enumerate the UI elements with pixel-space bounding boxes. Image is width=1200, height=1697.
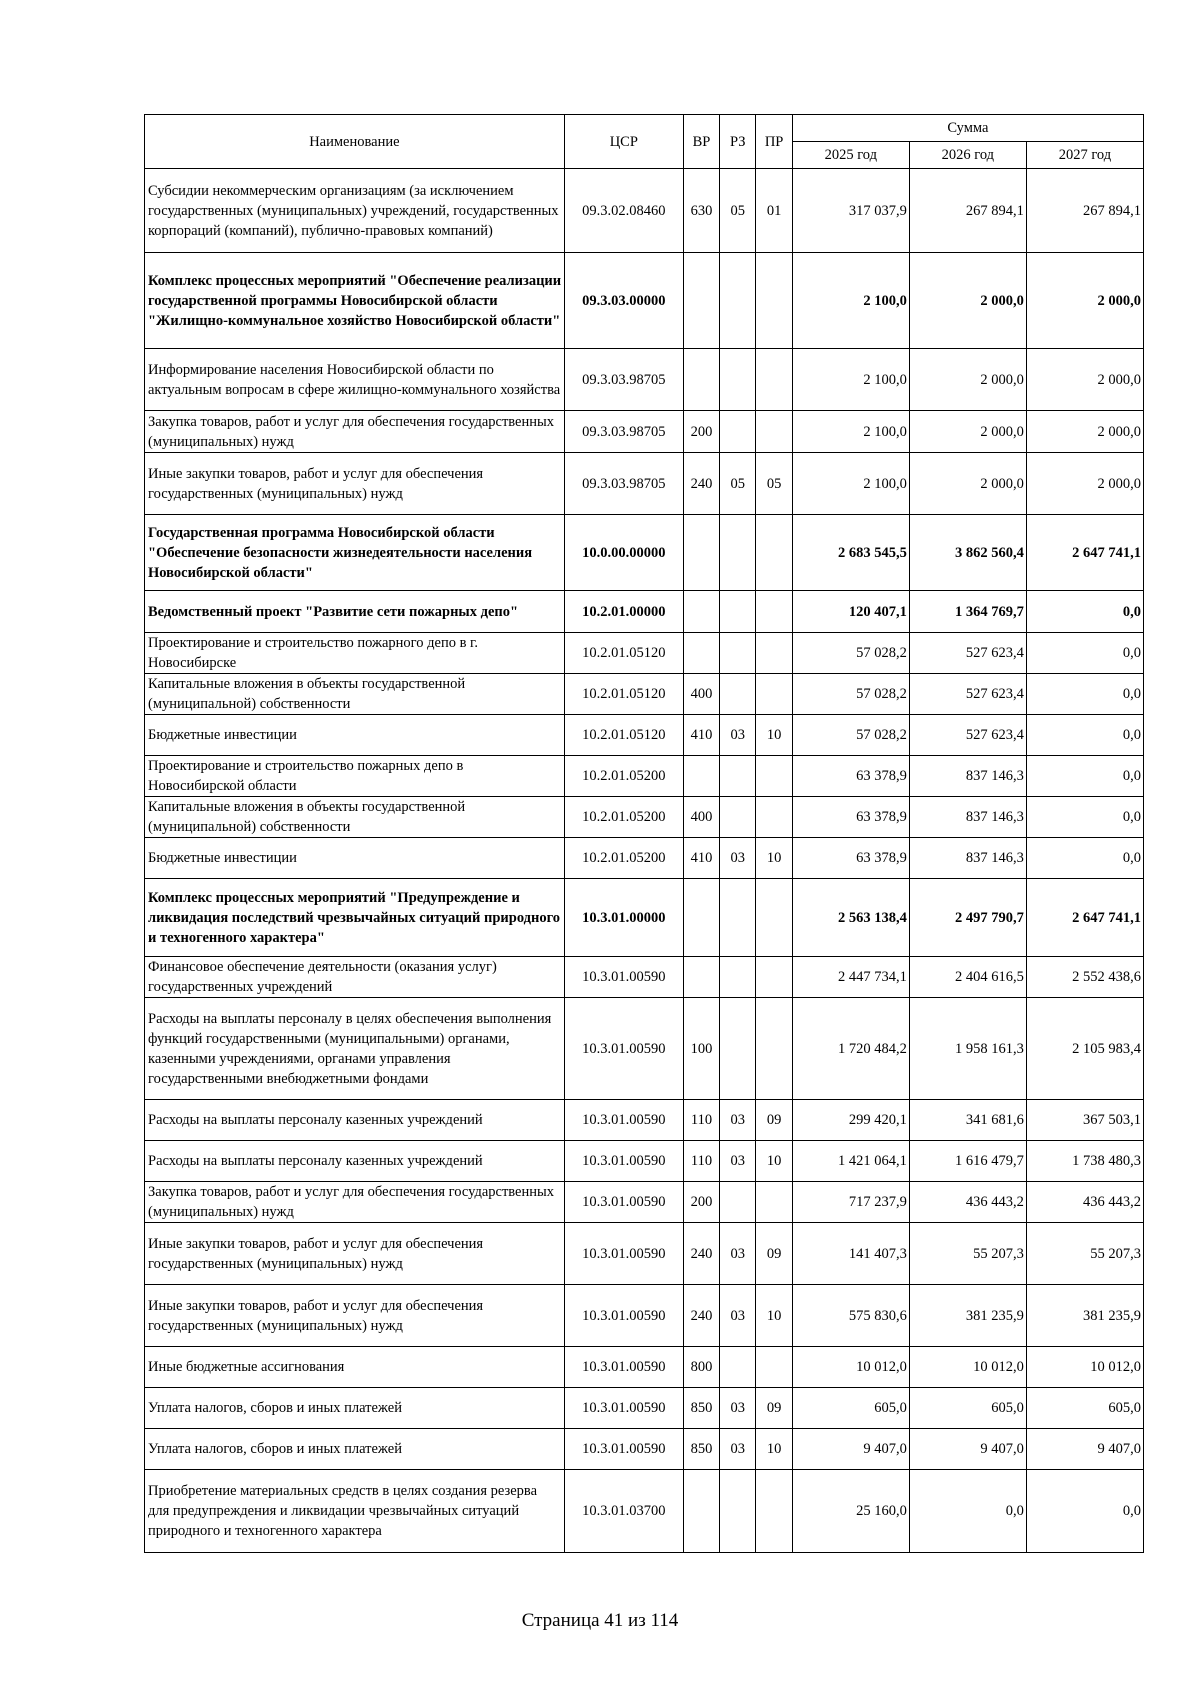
cell-2026: 2 404 616,5	[909, 957, 1026, 998]
cell-2025: 1 720 484,2	[792, 998, 909, 1100]
cell-vr	[683, 591, 719, 633]
cell-rz	[720, 411, 756, 453]
cell-pr	[756, 1182, 792, 1223]
cell-rz	[720, 756, 756, 797]
cell-csr: 10.3.01.00000	[564, 879, 683, 957]
cell-2025: 141 407,3	[792, 1223, 909, 1285]
cell-rz	[720, 349, 756, 411]
cell-name: Государственная программа Новосибирской области "Обеспечение безопасности жизнедеятельности населения Новосибирской области"	[145, 515, 565, 591]
cell-pr: 10	[756, 1429, 792, 1470]
cell-rz: 03	[720, 1141, 756, 1182]
cell-2027: 0,0	[1026, 1470, 1143, 1553]
cell-2025: 2 563 138,4	[792, 879, 909, 957]
cell-2025: 2 100,0	[792, 411, 909, 453]
table-row	[145, 1100, 1144, 1141]
budget-table	[144, 114, 1144, 1553]
cell-2025: 575 830,6	[792, 1285, 909, 1347]
cell-2026: 1 364 769,7	[909, 591, 1026, 633]
cell-csr: 09.3.03.98705	[564, 349, 683, 411]
cell-2026: 2 000,0	[909, 253, 1026, 349]
table-row	[145, 1347, 1144, 1388]
cell-csr: 10.2.01.05120	[564, 674, 683, 715]
header-year-2025: 2025 год	[792, 142, 909, 169]
cell-vr: 240	[683, 1285, 719, 1347]
cell-2025: 63 378,9	[792, 797, 909, 838]
cell-2027: 0,0	[1026, 633, 1143, 674]
table-row	[145, 957, 1144, 998]
cell-rz: 05	[720, 453, 756, 515]
cell-csr: 09.3.03.98705	[564, 411, 683, 453]
table-row	[145, 591, 1144, 633]
cell-pr: 09	[756, 1100, 792, 1141]
table-row	[145, 1182, 1144, 1223]
cell-2026: 2 497 790,7	[909, 879, 1026, 957]
cell-pr	[756, 756, 792, 797]
cell-2025: 120 407,1	[792, 591, 909, 633]
cell-2026: 267 894,1	[909, 169, 1026, 253]
cell-pr	[756, 998, 792, 1100]
cell-2027: 2 647 741,1	[1026, 515, 1143, 591]
cell-2025: 317 037,9	[792, 169, 909, 253]
cell-rz: 03	[720, 1285, 756, 1347]
cell-pr: 10	[756, 1285, 792, 1347]
table-row	[145, 515, 1144, 591]
cell-name: Расходы на выплаты персоналу в целях обеспечения выполнения функций государственными (муниципальными) органами, казенными учреждениями, органами управления государственными внебюджетными фондами	[145, 998, 565, 1100]
cell-name: Приобретение материальных средств в целях создания резерва для предупреждения и ликвидации чрезвычайных ситуаций природного и техногенного характера	[145, 1470, 565, 1553]
cell-vr: 240	[683, 1223, 719, 1285]
cell-vr	[683, 349, 719, 411]
table-row	[145, 453, 1144, 515]
cell-vr: 200	[683, 411, 719, 453]
cell-pr: 10	[756, 1141, 792, 1182]
table-row	[145, 879, 1144, 957]
table-row	[145, 411, 1144, 453]
cell-rz	[720, 1470, 756, 1553]
cell-2026: 9 407,0	[909, 1429, 1026, 1470]
cell-csr: 10.2.01.05120	[564, 633, 683, 674]
cell-vr: 400	[683, 797, 719, 838]
table-row	[145, 1388, 1144, 1429]
table-body	[145, 169, 1144, 1553]
cell-rz: 03	[720, 1429, 756, 1470]
table-row	[145, 169, 1144, 253]
cell-2026: 527 623,4	[909, 633, 1026, 674]
cell-2027: 0,0	[1026, 756, 1143, 797]
cell-csr: 10.0.00.00000	[564, 515, 683, 591]
cell-2027: 605,0	[1026, 1388, 1143, 1429]
cell-vr: 410	[683, 838, 719, 879]
cell-name: Комплекс процессных мероприятий "Обеспечение реализации государственной программы Новосибирской области "Жилищно-коммунальное хозяйство Новосибирской области"	[145, 253, 565, 349]
cell-rz: 03	[720, 838, 756, 879]
cell-name: Комплекс процессных мероприятий "Предупреждение и ликвидация последствий чрезвычайных ситуаций природного и техногенного характера"	[145, 879, 565, 957]
cell-pr	[756, 797, 792, 838]
cell-2027: 0,0	[1026, 674, 1143, 715]
cell-name: Уплата налогов, сборов и иных платежей	[145, 1429, 565, 1470]
cell-2027: 2 105 983,4	[1026, 998, 1143, 1100]
cell-rz	[720, 633, 756, 674]
cell-rz: 03	[720, 715, 756, 756]
cell-csr: 10.3.01.00590	[564, 1100, 683, 1141]
table-row	[145, 1141, 1144, 1182]
cell-vr: 100	[683, 998, 719, 1100]
cell-rz: 03	[720, 1388, 756, 1429]
cell-2027: 2 647 741,1	[1026, 879, 1143, 957]
cell-rz	[720, 515, 756, 591]
cell-name: Капитальные вложения в объекты государственной (муниципальной) собственности	[145, 797, 565, 838]
cell-vr: 400	[683, 674, 719, 715]
cell-csr: 10.3.01.00590	[564, 1285, 683, 1347]
cell-vr: 850	[683, 1429, 719, 1470]
cell-vr	[683, 879, 719, 957]
cell-name: Иные закупки товаров, работ и услуг для обеспечения государственных (муниципальных) нужд	[145, 1223, 565, 1285]
table-row	[145, 633, 1144, 674]
cell-pr: 01	[756, 169, 792, 253]
cell-vr	[683, 515, 719, 591]
cell-rz: 03	[720, 1100, 756, 1141]
cell-2026: 381 235,9	[909, 1285, 1026, 1347]
cell-2025: 299 420,1	[792, 1100, 909, 1141]
cell-2026: 55 207,3	[909, 1223, 1026, 1285]
cell-name: Иные закупки товаров, работ и услуг для обеспечения государственных (муниципальных) нужд	[145, 453, 565, 515]
cell-2026: 1 958 161,3	[909, 998, 1026, 1100]
cell-2027: 267 894,1	[1026, 169, 1143, 253]
cell-2026: 1 616 479,7	[909, 1141, 1026, 1182]
header-name: Наименование	[145, 115, 565, 169]
cell-2025: 2 100,0	[792, 349, 909, 411]
cell-2025: 57 028,2	[792, 674, 909, 715]
cell-rz	[720, 1347, 756, 1388]
cell-2025: 9 407,0	[792, 1429, 909, 1470]
cell-2025: 2 683 545,5	[792, 515, 909, 591]
cell-2025: 63 378,9	[792, 838, 909, 879]
cell-2027: 2 000,0	[1026, 411, 1143, 453]
cell-csr: 10.3.01.00590	[564, 1223, 683, 1285]
cell-pr	[756, 957, 792, 998]
cell-2026: 0,0	[909, 1470, 1026, 1553]
cell-2026: 341 681,6	[909, 1100, 1026, 1141]
cell-2026: 2 000,0	[909, 349, 1026, 411]
cell-2027: 0,0	[1026, 715, 1143, 756]
cell-csr: 10.3.01.00590	[564, 998, 683, 1100]
cell-vr	[683, 756, 719, 797]
cell-2027: 10 012,0	[1026, 1347, 1143, 1388]
header-vr: ВР	[683, 115, 719, 169]
cell-pr	[756, 1347, 792, 1388]
cell-2027: 2 000,0	[1026, 453, 1143, 515]
cell-rz: 03	[720, 1223, 756, 1285]
cell-2027: 1 738 480,3	[1026, 1141, 1143, 1182]
cell-csr: 10.3.01.00590	[564, 1429, 683, 1470]
cell-rz	[720, 1182, 756, 1223]
cell-vr	[683, 253, 719, 349]
cell-2025: 605,0	[792, 1388, 909, 1429]
header-rz: РЗ	[720, 115, 756, 169]
cell-csr: 10.3.01.03700	[564, 1470, 683, 1553]
cell-2027: 55 207,3	[1026, 1223, 1143, 1285]
cell-2026: 837 146,3	[909, 797, 1026, 838]
cell-2025: 10 012,0	[792, 1347, 909, 1388]
cell-rz	[720, 797, 756, 838]
table-header	[145, 115, 1144, 169]
header-year-2026: 2026 год	[909, 142, 1026, 169]
cell-csr: 09.3.02.08460	[564, 169, 683, 253]
cell-rz	[720, 879, 756, 957]
cell-2026: 605,0	[909, 1388, 1026, 1429]
cell-2025: 2 447 734,1	[792, 957, 909, 998]
cell-2026: 837 146,3	[909, 838, 1026, 879]
cell-csr: 10.3.01.00590	[564, 1347, 683, 1388]
cell-name: Информирование населения Новосибирской области по актуальным вопросам в сфере жилищно-коммунального хозяйства	[145, 349, 565, 411]
cell-2025: 717 237,9	[792, 1182, 909, 1223]
cell-2025: 57 028,2	[792, 633, 909, 674]
cell-2027: 367 503,1	[1026, 1100, 1143, 1141]
cell-name: Закупка товаров, работ и услуг для обеспечения государственных (муниципальных) нужд	[145, 1182, 565, 1223]
cell-vr	[683, 1470, 719, 1553]
cell-name: Иные бюджетные ассигнования	[145, 1347, 565, 1388]
cell-rz	[720, 998, 756, 1100]
table-row	[145, 253, 1144, 349]
cell-rz	[720, 253, 756, 349]
cell-2026: 2 000,0	[909, 411, 1026, 453]
cell-2025: 2 100,0	[792, 453, 909, 515]
cell-pr	[756, 879, 792, 957]
cell-csr: 10.2.01.05200	[564, 797, 683, 838]
cell-2027: 0,0	[1026, 838, 1143, 879]
table-row	[145, 715, 1144, 756]
cell-csr: 09.3.03.98705	[564, 453, 683, 515]
cell-pr	[756, 1470, 792, 1553]
cell-pr	[756, 411, 792, 453]
cell-csr: 10.3.01.00590	[564, 1141, 683, 1182]
cell-2025: 57 028,2	[792, 715, 909, 756]
cell-name: Бюджетные инвестиции	[145, 715, 565, 756]
cell-vr: 200	[683, 1182, 719, 1223]
cell-2027: 2 000,0	[1026, 253, 1143, 349]
table-row	[145, 756, 1144, 797]
cell-rz	[720, 591, 756, 633]
cell-rz	[720, 674, 756, 715]
cell-csr: 10.3.01.00590	[564, 1182, 683, 1223]
table-row	[145, 838, 1144, 879]
cell-vr: 110	[683, 1141, 719, 1182]
cell-pr: 09	[756, 1388, 792, 1429]
cell-name: Субсидии некоммерческим организациям (за исключением государственных (муниципальных) учреждений, государственных корпораций (компаний), публично-правовых компаний)	[145, 169, 565, 253]
cell-pr	[756, 253, 792, 349]
table-row	[145, 1223, 1144, 1285]
cell-2027: 0,0	[1026, 797, 1143, 838]
cell-2025: 2 100,0	[792, 253, 909, 349]
cell-2027: 381 235,9	[1026, 1285, 1143, 1347]
cell-2026: 527 623,4	[909, 715, 1026, 756]
cell-name: Расходы на выплаты персоналу казенных учреждений	[145, 1141, 565, 1182]
cell-name: Проектирование и строительство пожарного депо в г. Новосибирске	[145, 633, 565, 674]
cell-csr: 10.2.01.05120	[564, 715, 683, 756]
cell-pr	[756, 349, 792, 411]
cell-vr: 110	[683, 1100, 719, 1141]
cell-vr: 800	[683, 1347, 719, 1388]
table-row	[145, 1285, 1144, 1347]
cell-pr: 10	[756, 715, 792, 756]
cell-name: Финансовое обеспечение деятельности (оказания услуг) государственных учреждений	[145, 957, 565, 998]
cell-2027: 2 552 438,6	[1026, 957, 1143, 998]
table-row	[145, 998, 1144, 1100]
cell-rz: 05	[720, 169, 756, 253]
cell-name: Иные закупки товаров, работ и услуг для обеспечения государственных (муниципальных) нужд	[145, 1285, 565, 1347]
cell-2026: 2 000,0	[909, 453, 1026, 515]
cell-pr: 09	[756, 1223, 792, 1285]
cell-pr: 05	[756, 453, 792, 515]
cell-2026: 10 012,0	[909, 1347, 1026, 1388]
cell-2025: 25 160,0	[792, 1470, 909, 1553]
cell-vr	[683, 957, 719, 998]
cell-csr: 10.2.01.00000	[564, 591, 683, 633]
page-footer: Страница 41 из 114	[521, 1610, 679, 1631]
cell-2026: 837 146,3	[909, 756, 1026, 797]
cell-name: Капитальные вложения в объекты государственной (муниципальной) собственности	[145, 674, 565, 715]
cell-csr: 10.3.01.00590	[564, 1388, 683, 1429]
cell-name: Ведомственный проект "Развитие сети пожарных депо"	[145, 591, 565, 633]
cell-csr: 10.2.01.05200	[564, 756, 683, 797]
cell-name: Бюджетные инвестиции	[145, 838, 565, 879]
table-row	[145, 797, 1144, 838]
table-row	[145, 1429, 1144, 1470]
cell-vr: 630	[683, 169, 719, 253]
header-pr: ПР	[756, 115, 792, 169]
cell-2025: 63 378,9	[792, 756, 909, 797]
cell-name: Проектирование и строительство пожарных депо в Новосибирской области	[145, 756, 565, 797]
cell-pr	[756, 591, 792, 633]
header-year-2027: 2027 год	[1026, 142, 1143, 169]
cell-vr	[683, 633, 719, 674]
cell-vr: 240	[683, 453, 719, 515]
cell-2026: 527 623,4	[909, 674, 1026, 715]
cell-2025: 1 421 064,1	[792, 1141, 909, 1182]
cell-csr: 09.3.03.00000	[564, 253, 683, 349]
table-row	[145, 349, 1144, 411]
cell-pr: 10	[756, 838, 792, 879]
header-sum: Сумма	[792, 115, 1143, 142]
cell-2026: 3 862 560,4	[909, 515, 1026, 591]
cell-2027: 0,0	[1026, 591, 1143, 633]
cell-vr: 410	[683, 715, 719, 756]
cell-name: Расходы на выплаты персоналу казенных учреждений	[145, 1100, 565, 1141]
header-csr: ЦСР	[564, 115, 683, 169]
cell-pr	[756, 674, 792, 715]
cell-2026: 436 443,2	[909, 1182, 1026, 1223]
cell-name: Закупка товаров, работ и услуг для обеспечения государственных (муниципальных) нужд	[145, 411, 565, 453]
cell-rz	[720, 957, 756, 998]
cell-vr: 850	[683, 1388, 719, 1429]
cell-csr: 10.2.01.05200	[564, 838, 683, 879]
cell-pr	[756, 633, 792, 674]
cell-2027: 436 443,2	[1026, 1182, 1143, 1223]
cell-pr	[756, 515, 792, 591]
table-row	[145, 1470, 1144, 1553]
cell-name: Уплата налогов, сборов и иных платежей	[145, 1388, 565, 1429]
cell-2027: 9 407,0	[1026, 1429, 1143, 1470]
cell-csr: 10.3.01.00590	[564, 957, 683, 998]
table-row	[145, 674, 1144, 715]
cell-2027: 2 000,0	[1026, 349, 1143, 411]
